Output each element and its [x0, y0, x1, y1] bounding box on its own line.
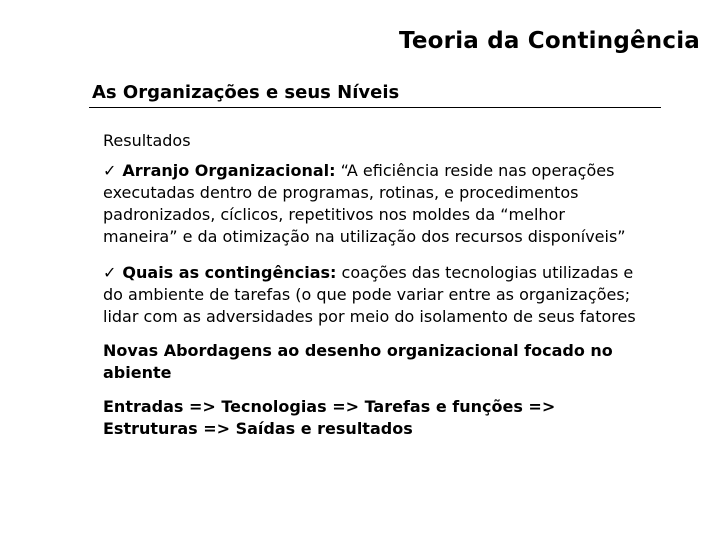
checkmark-icon: ✓ — [103, 161, 117, 180]
bullet-label: Arranjo Organizacional: — [122, 161, 336, 180]
section-heading: Resultados — [103, 131, 191, 150]
title-divider — [89, 107, 661, 108]
flow-text: Entradas => Tecnologias => Tarefas e funções => Estruturas => Saídas e resultados — [103, 397, 556, 438]
checkmark-icon: ✓ — [103, 263, 117, 282]
bullet-text: “A eficiência reside nas operações executadas dentro de programas, rotinas, e procedimentos padronizados, cíclicos, repetitivos nos moldes da “melhor maneira” e da otimização na utilização dos recursos disponíveis” — [103, 161, 626, 246]
bullet-arranjo-organizacional — [103, 160, 643, 248]
slide-subtitle: As Organizações e seus Níveis — [92, 82, 400, 103]
bullet-text: coações das tecnologias utilizadas e do ambiente de tarefas (o que pode variar entre as organizações; lidar com as adversidades por meio do isolamento de seus fatores — [103, 263, 636, 326]
slide-body — [103, 130, 643, 440]
bullet-label: Quais as contingências: — [122, 263, 337, 282]
bullet-quais-as-contingencias — [103, 262, 643, 328]
slide-title: Teoria da Contingência — [399, 28, 700, 54]
new-approaches-text: Novas Abordagens ao desenho organizacional focado no abiente — [103, 341, 613, 382]
